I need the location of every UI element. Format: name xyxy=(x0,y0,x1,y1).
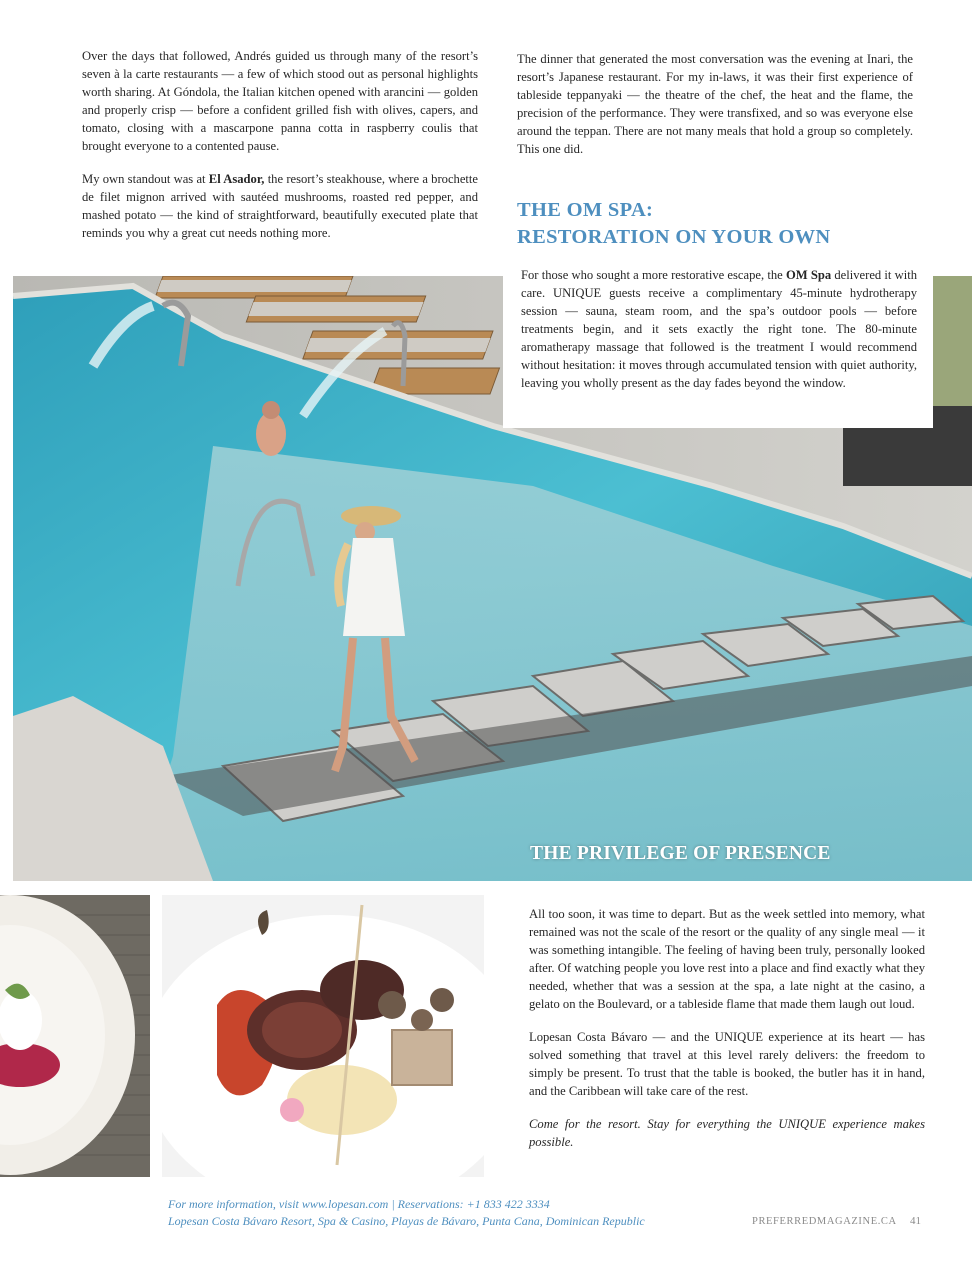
heading-line: RESTORATION ON YOUR OWN xyxy=(517,226,831,248)
article-column-right xyxy=(517,50,913,173)
contact-line: For more information, visit www.lopesan.com | Reservations: +1 833 422 3334 xyxy=(168,1197,550,1211)
heading-line: THE OM SPA: xyxy=(517,199,654,221)
restaurant-name: El Asador, xyxy=(208,172,265,186)
contact-info xyxy=(168,1196,645,1230)
dessert-photo xyxy=(0,895,150,1177)
article-column-closing xyxy=(529,905,925,1166)
text: the resort’s steakhouse, where a brochette de filet mignon arrived with sautéed mushrooms, roasted red pepper, and mashed potato — the kind of straightforward, beautifully executed plate that reminds you why a great cut needs nothing more. xyxy=(82,172,479,240)
section-heading-om-spa xyxy=(517,197,831,251)
paragraph-lopesan: Lopesan Costa Bávaro — and the UNIQUE experience at its heart — has solved something that travel at this level rarely delivers: the freedom to simply be present. To trust that the table is booked, the butler has it in hand, and the Caribbean will take care of the rest. xyxy=(529,1030,925,1098)
text: delivered it with care. UNIQUE guests receive a complimentary 45-minute hydrotherapy session — sauna, steam room, and the spa’s outdoor pools — before treatments begin, and it sets exactly the right tone. The 80-minute aromatherapy massage that followed is the treatment I would recommend without hesitation: it moves through accumulated tension with quiet authority, leaving you wholly present as the day fades beyond the window. xyxy=(521,268,918,390)
steak-photo xyxy=(162,895,484,1177)
page-number: 41 xyxy=(910,1215,921,1227)
paragraph-inari: The dinner that generated the most conversation was the evening at Inari, the resort’s Japanese restaurant. For my in-laws, it was their first experience of tableside teppanyaki — the theatre of the chef, the heat and the flame, the precision of the performance. They were transfixed, and so was everyone else around the teppan. There are not many meals that hold a group so completely. This one did. xyxy=(517,52,913,156)
address-line: Lopesan Costa Bávaro Resort, Spa & Casino, Playas de Bávaro, Punta Cana, Dominican Republic xyxy=(168,1214,645,1228)
paragraph-gondola: Over the days that followed, Andrés guided us through many of the resort’s seven à la carte restaurants — a few of which stood out as personal highlights worth sharing. At Góndola, the Italian kitchen opened with arancini — golden and properly crisp — before a confident grilled fish with olives, capers, and tomato, closing with a mascarpone panna cotta in raspberry coulis that brought everyone to a contented pause. xyxy=(82,49,478,153)
text: My own standout was at xyxy=(82,172,209,186)
text: For those who sought a more restorative escape, the xyxy=(521,268,786,282)
article-column-left xyxy=(82,47,478,257)
section-heading-privilege: THE PRIVILEGE OF PRESENCE xyxy=(530,843,831,864)
magazine-website: PREFERREDMAGAZINE.CA xyxy=(752,1216,897,1227)
paragraph-el-asador xyxy=(82,170,478,242)
paragraph-om-spa xyxy=(521,266,917,392)
paragraph-departure: All too soon, it was time to depart. But as the week settled into memory, what remained was not the scale of the resort or the quality of any single meal — it was something intangible. The feeling of having been truly, personally looked after. Of watching people you love rest into a place and find exactly what they needed, whether that was a session at the spa, a late night at the casino, a gelato on the Boulevard, or a tableside flame that made them laugh out loud. xyxy=(529,907,925,1011)
paragraph-closing-line: Come for the resort. Stay for everything the UNIQUE experience makes possible. xyxy=(529,1117,925,1149)
spa-name: OM Spa xyxy=(785,268,832,282)
